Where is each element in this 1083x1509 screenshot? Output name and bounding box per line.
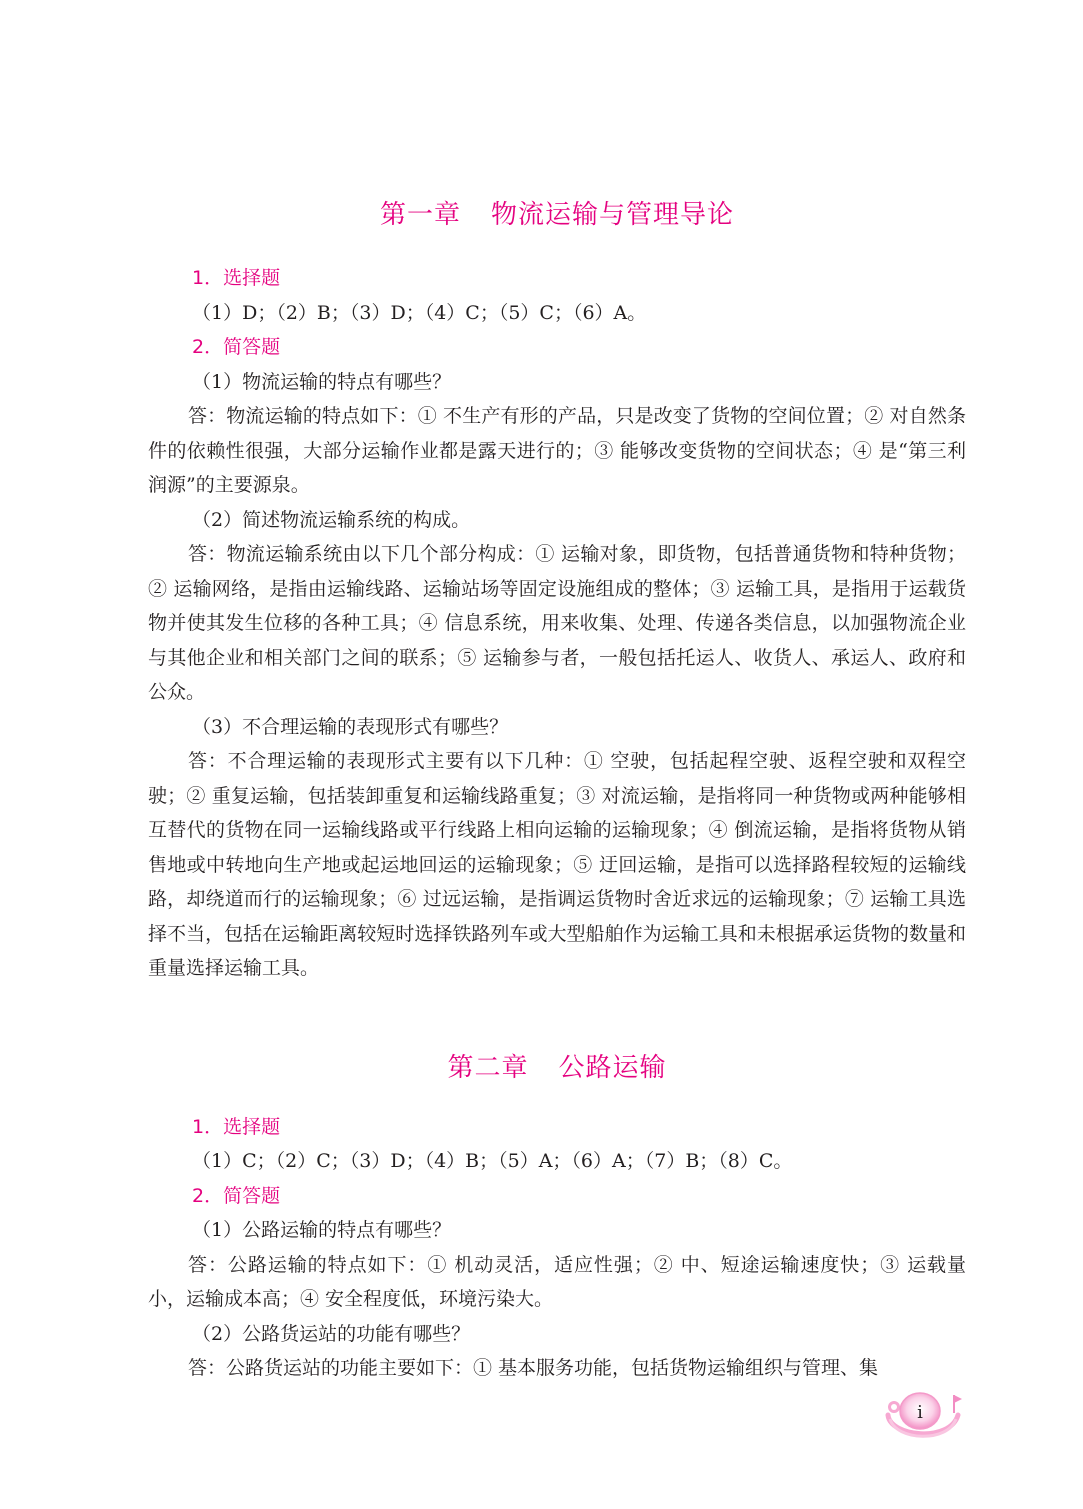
ch2-answer-1: 答：公路运输的特点如下：① 机动灵活，适应性强；② 中、短途运输速度快；③ 运载量小，运输成本高；④ 安全程度低，环境污染大。 — [148, 1253, 966, 1310]
ch1-question-3: （3）不合理运输的表现形式有哪些？ — [192, 715, 509, 738]
ch1-answer-2: 答：物流运输系统由以下几个部分构成：① 运输对象，即货物，包括普通货物和特种货物；② 运输网络，是指由运输线路、运输站场等固定设施组成的整体；③ 运输工具，是指用于运载货物并使其发生位移的各种工具；④ 信息系统，用来收集、处理、传递各类信息，以加强物流企业与其他企业和相关部门之间的联系；⑤ 运输参与者，一般包括托运人、收货人、承运人、政府和公众。 — [148, 543, 966, 703]
chapter-1-title — [148, 195, 966, 235]
page-number: i — [917, 1402, 923, 1423]
ch2-choice-answers: （1）C；（2）C；（3）D；（4）B；（5）A；（6）A；（7）B；（8）C。 — [192, 1150, 793, 1172]
ch1-question-1: （1）物流运输的特点有哪些？ — [192, 370, 452, 393]
ch1-answer-3: 答：不合理运输的表现形式主要有以下几种：① 空驶，包括起程空驶、返程空驶和双程空驶；② 重复运输，包括装卸重复和运输线路重复；③ 对流运输，是指将同一种货物或两种能够相互替代的货物在同一运输线路或平行线路上相向运输的运输现象；④ 倒流运输，是指将货物从销售地或中转地向生产地或起运地回运的运输现象；⑤ 迂回运输，是指可以选择路程较短的运输线路，却绕道而行的运输现象；⑥ 过远运输，是指调运货物时舍近求远的运输现象；⑦ 运输工具选择不当，包括在运输距离较短时选择铁路列车或大型船舶作为运输工具和未根据承运货物的数量和重量选择运输工具。 — [148, 750, 966, 979]
page-badge-ornament-icon — [880, 1385, 964, 1449]
page-number-badge — [880, 1385, 964, 1449]
ch2-choice-heading: 1．选择题 — [192, 1115, 281, 1138]
chapter-2-name: 公路运输 — [558, 1052, 667, 1083]
chapter-1-number: 第一章 — [379, 200, 461, 230]
ch2-question-1: （1）公路运输的特点有哪些？ — [192, 1219, 452, 1241]
ch2-short-heading: 2．简答题 — [192, 1184, 281, 1207]
ch1-choice-answers: （1）D；（2）B；（3）D；（4）C；（5）C；（6）A。 — [192, 301, 647, 324]
ch1-short-heading: 2．简答题 — [192, 336, 281, 358]
ch2-question-2: （2）公路货运站的功能有哪些？ — [192, 1322, 471, 1345]
chapter-2-title — [148, 1048, 966, 1088]
ch2-answer-2: 答：公路货运站的功能主要如下：① 基本服务功能，包括货物运输组织与管理、集 — [188, 1357, 879, 1379]
ch1-answer-1: 答：物流运输的特点如下：① 不生产有形的产品，只是改变了货物的空间位置；② 对自然条件的依赖性很强，大部分运输作业都是露天进行的；③ 能够改变货物的空间状态；④ 是“第三利润源”的主要源泉。 — [148, 405, 966, 496]
ch1-choice-heading: 1．选择题 — [192, 267, 281, 289]
page-content — [148, 195, 966, 1386]
ch1-question-2: （2）简述物流运输系统的构成。 — [192, 508, 471, 531]
chapter-1-name: 物流运输与管理导论 — [491, 200, 735, 230]
chapter-2-number: 第二章 — [447, 1052, 529, 1083]
